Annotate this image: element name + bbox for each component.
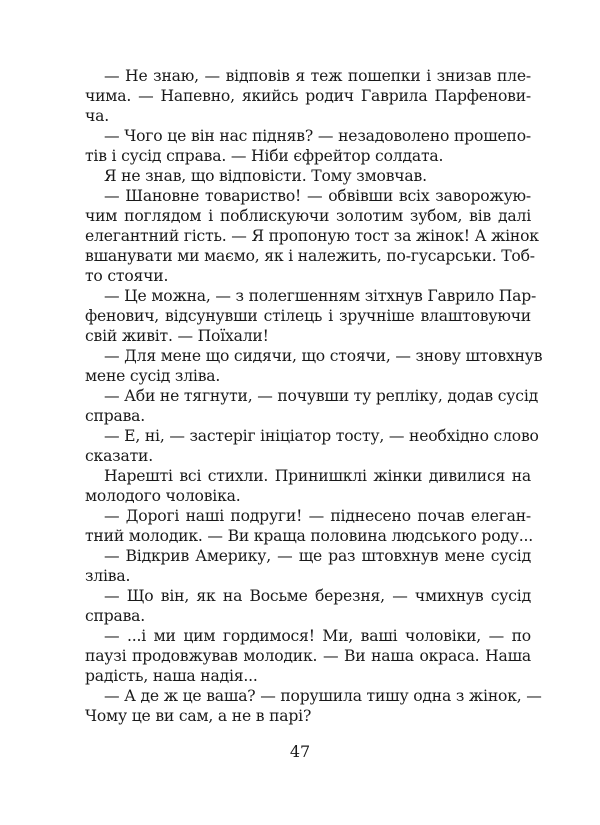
text-line: радість, наша надія...: [85, 667, 258, 685]
paragraph: [85, 386, 539, 426]
text-line: — Для мене що сидячи, що стоячи, — знову штовхнув: [104, 347, 543, 365]
paragraph: [85, 466, 531, 506]
page-number: 47: [289, 742, 311, 761]
paragraph: [85, 126, 531, 166]
text-line: фенович, відсунувши стілець і зручніше влаштовуючи: [85, 307, 531, 325]
text-line: — Шановне товариство! — обвівши всіх заворожую-: [104, 187, 531, 205]
text-line: — Аби не тягнути, — почувши ту репліку, додав сусід: [104, 387, 539, 405]
text-line: — Що він, як на Восьме березня, — чмихнув сусід: [104, 587, 531, 605]
paragraph: [85, 506, 534, 546]
text-line: вшанувати ми маємо, як і належить, по-гусарськи. Тоб-: [85, 247, 535, 265]
text-line: зліва.: [85, 567, 131, 585]
paragraph: [85, 546, 531, 586]
page-body: [85, 66, 543, 726]
text-line: — Відкрив Америку, — ще раз штовхнув мене сусід: [104, 547, 531, 565]
paragraph: [85, 346, 543, 386]
text-line: молодого чоловіка.: [85, 487, 241, 505]
text-line: тний молодик. — Ви краща половина людського роду...: [85, 527, 534, 545]
paragraph: [85, 166, 531, 186]
paragraph: [85, 586, 531, 626]
text-line: — ...і ми цим гордимося! Ми, ваші чоловіки, — по: [104, 627, 531, 645]
text-line: свій живіт. — Поїхали!: [85, 327, 269, 345]
paragraph: [85, 686, 542, 726]
text-line: Я не знав, що відповісти. Тому змовчав.: [104, 167, 427, 185]
paragraph: [85, 626, 531, 686]
text-line: тів і сусід справа. — Ніби єфрейтор солдата.: [85, 147, 444, 165]
text-line: справа.: [85, 607, 146, 625]
paragraph: [85, 286, 537, 346]
text-line: — Дорогі наші подруги! — піднесено почав елеган-: [104, 507, 531, 525]
text-line: Чому це ви сам, а не в парі?: [85, 707, 312, 725]
text-line: — А де ж це ваша? — порушила тишу одна з жінок, —: [104, 687, 542, 705]
paragraph: [85, 66, 531, 126]
text-line: то стоячи.: [85, 267, 169, 285]
paragraph: [85, 426, 539, 466]
text-line: мене сусід зліва.: [85, 367, 221, 385]
text-line: чим поглядом і поблискуючи золотим зубом, вів далі: [85, 207, 531, 225]
text-line: паузі продовжував молодик. — Ви наша окраса. Наша: [85, 647, 531, 665]
text-line: Нарешті всі стихли. Принишклі жінки дивилися на: [104, 467, 531, 485]
paragraph: [85, 186, 539, 286]
text-line: чима. — Напевно, якийсь родич Гаврила Парфенови-: [85, 87, 531, 105]
text-line: — Чого це він нас підняв? — незадоволено прошепо-: [104, 127, 531, 145]
text-line: — Не знаю, — відповів я теж пошепки і знизав пле-: [104, 67, 531, 85]
text-line: справа.: [85, 407, 146, 425]
text-line: ча.: [85, 107, 109, 125]
text-line: — Це можна, — з полегшенням зітхнув Гаврило Пар-: [104, 287, 537, 305]
text-line: — Е, ні, — застеріг ініціатор тосту, — необхідно слово: [104, 427, 539, 445]
text-line: елегантний гість. — Я пропоную тост за жінок! А жінок: [85, 227, 539, 245]
text-line: сказати.: [85, 447, 153, 465]
